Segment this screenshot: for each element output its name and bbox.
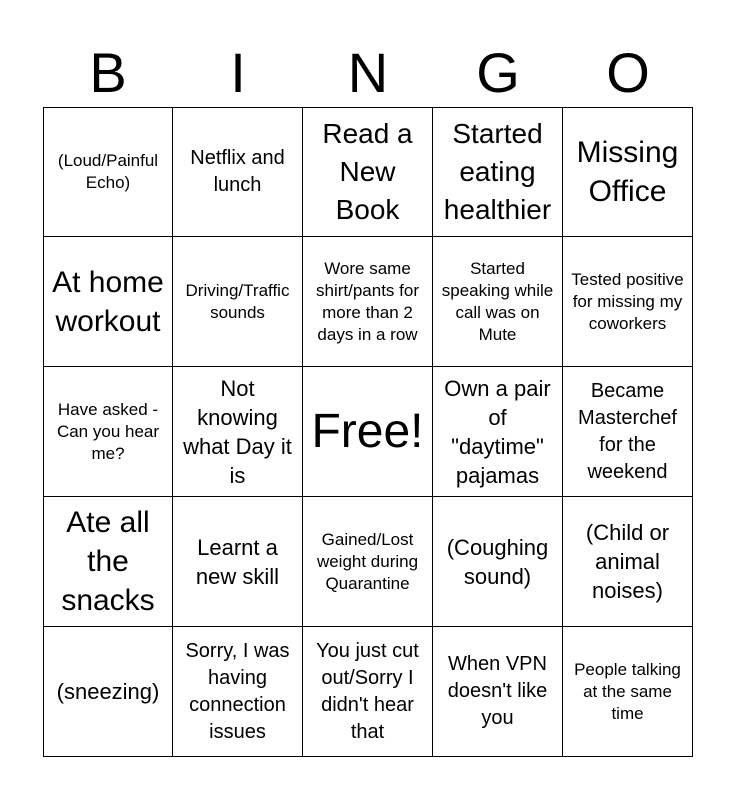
bingo-cell-text: (Loud/Painful Echo) (57, 151, 159, 192)
bingo-cell[interactable] (43, 497, 173, 627)
bingo-cell[interactable] (303, 237, 433, 367)
bingo-cell-text: Have asked - Can you hear me? (56, 399, 160, 463)
bingo-cell[interactable] (173, 107, 303, 237)
header-letter-i: I (230, 41, 246, 104)
bingo-cell-text: People talking at the same time (574, 659, 681, 723)
bingo-cell[interactable] (433, 237, 563, 367)
header-letter-n: N (347, 41, 389, 104)
bingo-cell[interactable] (43, 237, 173, 367)
bingo-cell[interactable] (563, 237, 693, 367)
bingo-cell-text: At home workout (52, 265, 164, 338)
bingo-cell[interactable] (173, 627, 303, 757)
bingo-cell-text: Ate all the snacks (61, 506, 155, 617)
bingo-cell-text: Netflix and lunch (190, 147, 285, 196)
bingo-cell[interactable] (433, 627, 563, 757)
free-space-cell[interactable] (303, 367, 433, 497)
bingo-cell[interactable] (43, 107, 173, 237)
bingo-cell[interactable] (303, 627, 433, 757)
header-letter-b: B (89, 41, 127, 104)
bingo-cell-text: You just cut out/Sorry I didn't hear that (316, 639, 419, 743)
bingo-cell-text: Started speaking while call was on Mute (441, 258, 554, 344)
bingo-cell-text: Read a New Book (322, 118, 413, 225)
bingo-cell[interactable] (173, 237, 303, 367)
bingo-cell-text: Became Masterchef for the weekend (578, 379, 677, 483)
bingo-board (43, 107, 693, 757)
bingo-cell-text: When VPN doesn't like you (447, 653, 548, 729)
bingo-cell-text: Gained/Lost weight during Quarantine (316, 529, 419, 593)
bingo-cell-text: Sorry, I was having connection issues (185, 639, 290, 743)
bingo-cell[interactable] (563, 107, 693, 237)
header-letter-g: G (476, 41, 520, 104)
bingo-cell-text: Own a pair of "daytime" pajamas (444, 375, 551, 488)
bingo-header (43, 40, 693, 106)
bingo-cell[interactable] (433, 107, 563, 237)
bingo-cell[interactable] (433, 367, 563, 497)
bingo-cell[interactable] (43, 627, 173, 757)
bingo-cell-text: Started eating healthier (443, 118, 552, 225)
bingo-cell-text: Learnt a new skill (195, 534, 280, 589)
bingo-cell-text: Free! (311, 404, 424, 458)
bingo-cell-text: (sneezing) (56, 679, 160, 704)
bingo-cell[interactable] (563, 627, 693, 757)
bingo-cell[interactable] (173, 367, 303, 497)
bingo-cell-text: (Coughing sound) (446, 534, 549, 589)
bingo-cell-text: (Child or animal noises) (585, 520, 670, 603)
bingo-cell[interactable] (563, 367, 693, 497)
bingo-cell-text: Tested positive for missing my coworkers (571, 269, 684, 333)
bingo-cell-text: Not knowing what Day it is (183, 375, 292, 488)
bingo-cell[interactable] (433, 497, 563, 627)
bingo-cell[interactable] (303, 107, 433, 237)
header-letter-o: O (606, 41, 650, 104)
bingo-cell[interactable] (173, 497, 303, 627)
bingo-cell[interactable] (563, 497, 693, 627)
bingo-cell[interactable] (43, 367, 173, 497)
bingo-cell[interactable] (303, 497, 433, 627)
bingo-cell-text: Driving/Traffic sounds (185, 280, 290, 322)
bingo-cell-text: Wore same shirt/pants for more than 2 days in a row (316, 258, 419, 344)
bingo-cell-text: Missing Office (576, 136, 679, 208)
